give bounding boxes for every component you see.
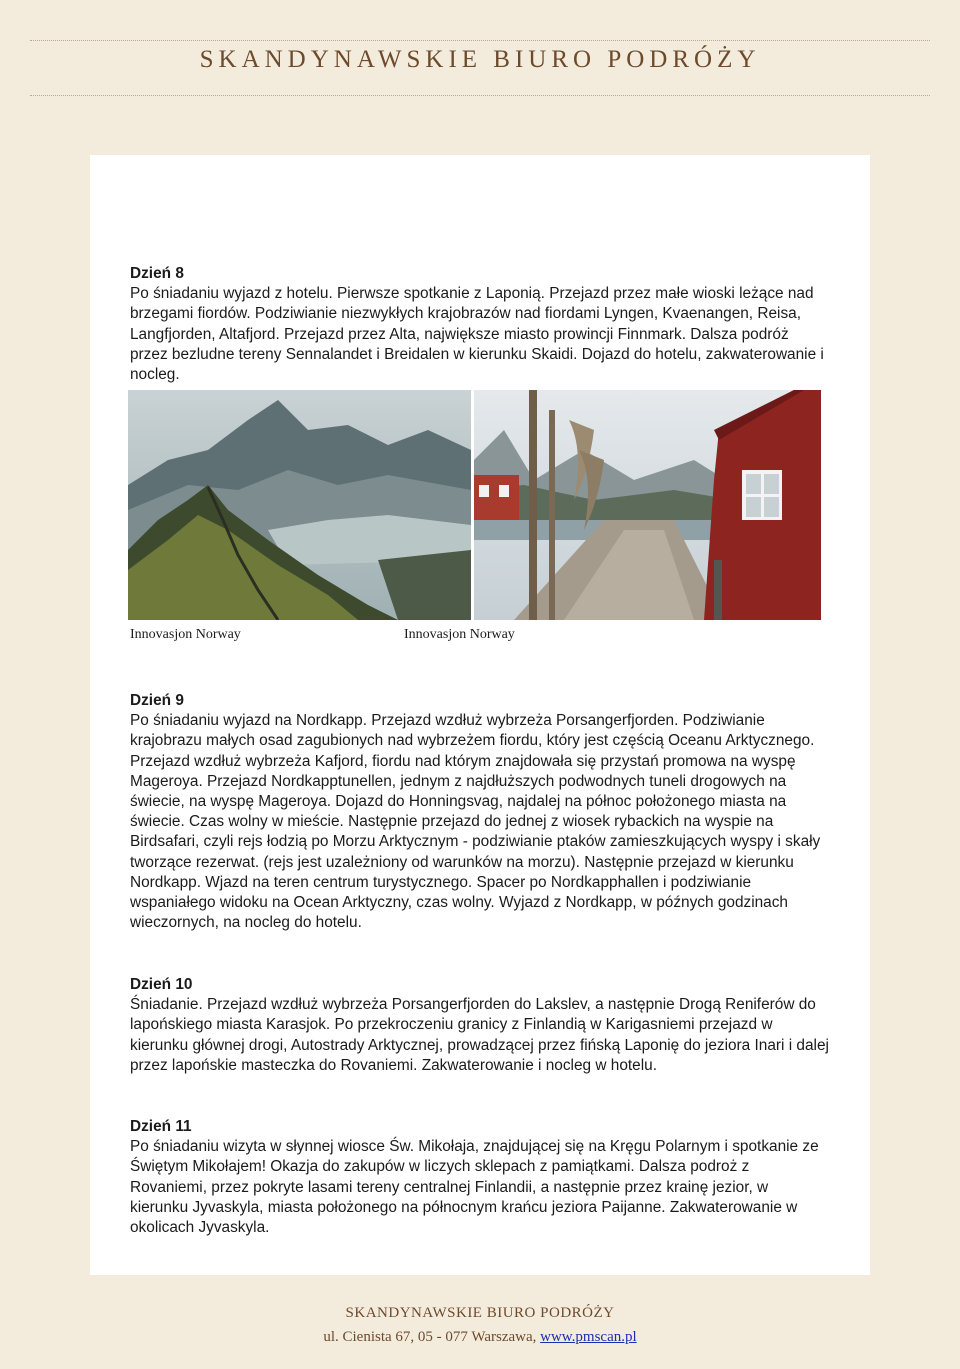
day-8-title: Dzień 8 [130,265,184,282]
day-10-text: Śniadanie. Przejazd wzdłuż wybrzeża Porsangerfjorden do Lakslev, a następnie Drogą Reniferów do lapońskiego miasta Karasjok. Po przekroczeniu granicy z Finlandią w Karigasniemi przejazd w kierunku głównej drogi, Autostrady Arktycznej, prowadzącej przez fińską Laponię do jeziora Inari i dalej przez lapońskie masteczka do Rovaniemi. Zakwaterowanie i nocleg w hotelu. [130,996,829,1074]
footer-website-link[interactable]: www.pmscan.pl [540,1329,637,1345]
header-brand: SKANDYNAWSKIE BIURO PODRÓŻY [199,46,761,73]
day-11-text: Po śniadaniu wizyta w słynnej wiosce Św. Mikołaja, znajdującej się na Kręgu Polarnym i spotkanie ze Świętym Mikołajem! Okazja do zakupów w liczych sklepach z pamiątkami. Dalsza podroż z Rovaniemi, przez pokryte lasami tereny centralnej Finlandii, a następnie przez krainę jezior, w kierunku Jyvaskyla, miasta położonego na północnym krańcu jeziora Paijanne. Zakwaterowanie w okolicach Jyvaskyla. [130,1138,819,1237]
day-9-text: Po śniadaniu wyjazd na Nordkapp. Przejazd wzdłuż wybrzeża Porsangerfjorden. Podziwianie krajobrazu małych osad zagubionych nad wybrzeżem fiordu, który jest częścią Oceanu Arktycznego. Przejazd wzdłuż wybrzeża Kafjord, fiordu nad którym znajdowała się przystań promowa na wyspę Mageroya. Przejazd Nordkapptunellen, jednym z najdłuższych podwodnych tuneli drogowych na świecie, na wyspę Mageroya. Dojazd do Honningsvag, najdalej na północ położonego miasta na świecie. Czas wolny w mieście. Następnie przejazd do jednej z wiosek rybackich na wyspie na Birdsafari, czyli rejs łodzią po Morzu Arktycznym - podziwianie ptaków zamieszkujących wyspy i skały tworzące rezerwat. (rejs jest uzależniony od warunków na morzu). Następnie przejazd w kierunku Nordkapp. Wjazd na teren centrum turystycznego. Spacer po Nordkapphallen i podziwianie wspaniałego widoku na Ocean Arktyczny, czas wolny. Wyjazd z Nordkapp, w późnych godzinach wieczornych, na nocleg do hotelu. [130,712,821,932]
footer-address: ul. Cienista 67, 05 - 077 Warszawa, [323,1329,541,1345]
footer-brand: SKANDYNAWSKIE BIURO PODRÓŻY [345,1305,615,1321]
day-11-section [130,1117,830,1238]
day-10-title: Dzień 10 [130,976,193,993]
photo-1-caption: Innovasjon Norway [130,627,241,642]
harbour-photo-image [474,390,821,620]
footer-contact [0,1329,960,1346]
day-9-section [130,691,830,933]
header-rule-bottom [30,95,930,96]
harbour-photo [474,390,821,620]
mountain-photo [128,390,471,620]
header-rule-top [30,40,930,41]
day-9-title: Dzień 9 [130,692,184,709]
day-8-text: Po śniadaniu wyjazd z hotelu. Pierwsze spotkanie z Laponią. Przejazd przez małe wioski leżące nad brzegami fiordów. Podziwianie niezwykłych krajobrazów nad fiordami Lyngen, Kvaenangen, Reisa, Langfjorden, Altafjord. Przejazd przez Alta, największe miasto prowincji Finnmark. Dalsza podróż przez bezludne tereny Sennalandet i Breidalen w kierunku Skaidi. Dojazd do hotelu, zakwaterowanie i nocleg. [130,285,824,384]
mountain-photo-image [128,390,471,620]
photo-2-caption: Innovasjon Norway [404,627,515,642]
day-11-title: Dzień 11 [130,1118,192,1135]
day-10-section [130,975,830,1076]
day-8-section [130,264,830,385]
